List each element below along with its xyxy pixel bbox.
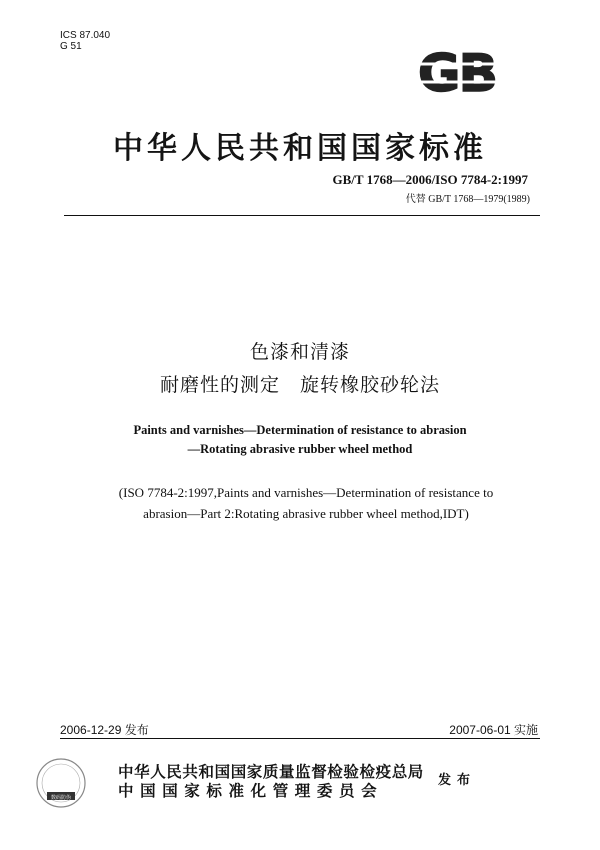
title-cn-line1: 色漆和清漆 [249,341,350,363]
implement-date: 2007-06-01 实施 [449,723,538,737]
iso-reference: (ISO 7784-2:1997,Paints and varnishes—Determination of resistance to abrasion—Part 2:Rotating abrasive rubber wheel method,IDT) [118,485,494,521]
publish-date: 2006-12-29 发布 [60,723,149,737]
publish-label: 发布 [438,773,477,788]
replaces-note: 代替 GB/T 1768—1979(1989) [405,194,530,205]
issuer-aqsiq: 中华人民共和国国家质量监督检验检疫总局 [118,763,424,781]
title-en-line1: Paints and varnishes—Determination of resistance to abrasion [133,423,467,437]
standard-number: GB/T 1768—2006/ISO 7784-2:1997 [332,172,528,187]
footer-divider [60,738,540,739]
standard-title: 中华人民共和国国家标准 [113,131,487,166]
ics-code-block [60,30,110,52]
header-divider [64,215,540,216]
title-en-line2: —Rotating abrasive rubber wheel method [187,442,413,456]
title-cn-line2: 耐磨性的测定 旋转橡胶砂轮法 [159,374,440,396]
svg-text:GB: GB [417,44,497,102]
gb-logo [398,44,516,102]
anti-counterfeit-stamp-icon [35,757,87,809]
ics-code: ICS 87.040 [60,30,111,41]
stamp-label: 数码防伪 [50,795,71,801]
classification-code: G 51 [60,41,82,52]
issuer-sac: 中国国家标准化管理委员会 [118,782,384,800]
